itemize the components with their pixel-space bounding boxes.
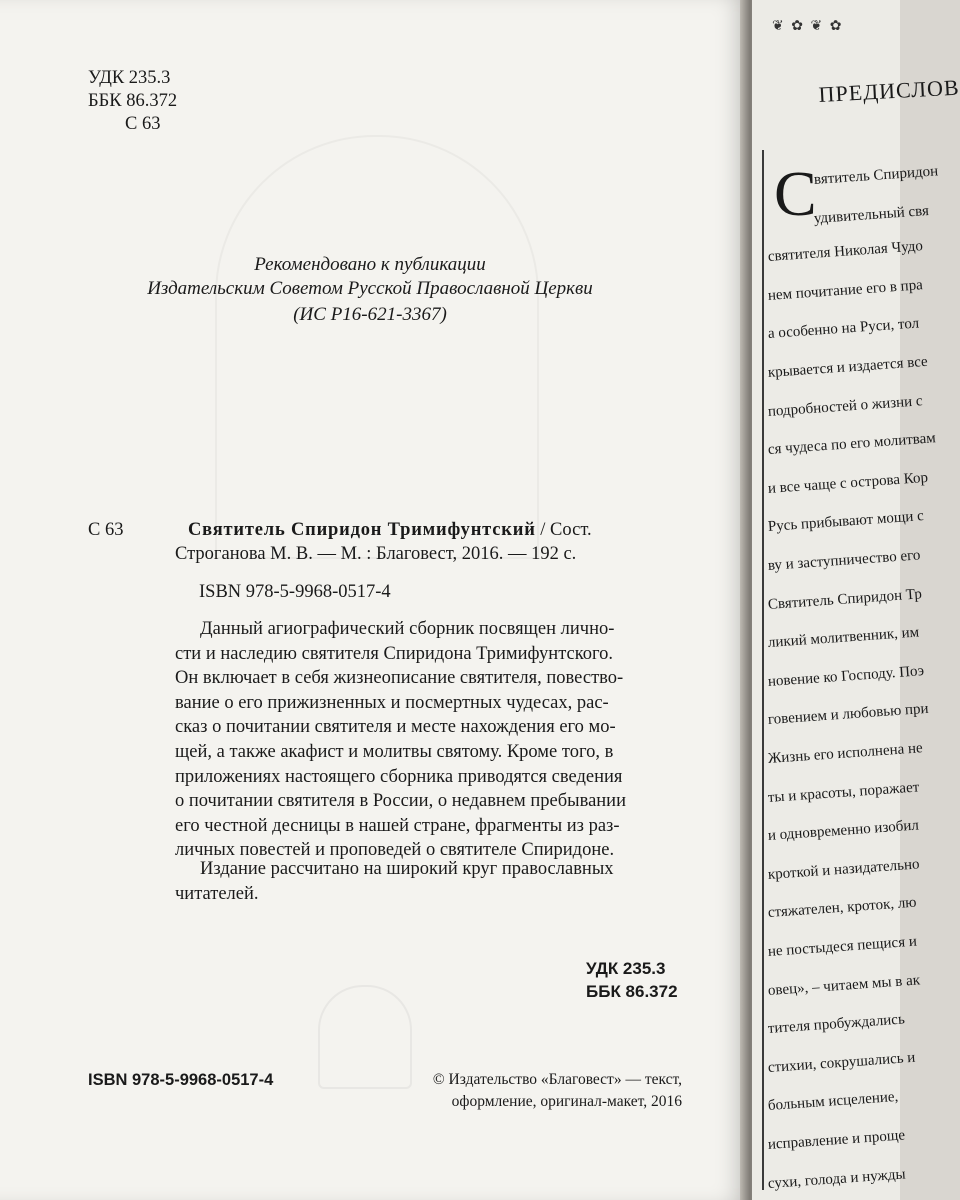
book-title: Святитель Спиридон Тримифунтский bbox=[188, 520, 536, 540]
annotation-line: вание о его прижизненных и посмертных чудесах, рас- bbox=[175, 692, 609, 713]
annotation-line: Он включает в себя жизнеописание святителя, повество- bbox=[175, 668, 624, 689]
annotation-line: Издание рассчитано на широкий круг православных bbox=[200, 859, 614, 879]
show-through-bell bbox=[318, 985, 412, 1089]
copyright-line: © Издательство «Благовест» — текст, bbox=[432, 1071, 682, 1088]
preface-line: кроткой и назидательно bbox=[767, 856, 920, 883]
preface-line: ликий молитвенник, им bbox=[767, 624, 920, 652]
udk-code: УДК 235.3 bbox=[88, 68, 171, 88]
show-through-arch bbox=[215, 135, 539, 559]
preface-line: нем почитание его в пра bbox=[767, 276, 924, 304]
preface-line: а особенно на Руси, тол bbox=[767, 315, 920, 343]
recommendation-line: Издательским Советом Русской Православной Церкви bbox=[147, 278, 593, 299]
annotation-line: сти и наследию святителя Спиридона Тримифунтского. bbox=[175, 643, 614, 664]
annotation-paragraph bbox=[175, 617, 680, 863]
annotation-line: читателей. bbox=[175, 883, 259, 904]
preface-line: не постыдеся пещися и bbox=[767, 933, 918, 960]
preface-line: стяжателен, кроток, лю bbox=[767, 895, 918, 922]
bbk-code: ББК 86.372 bbox=[88, 91, 178, 111]
preface-line: ты и красоты, поражает bbox=[767, 779, 920, 806]
preface-line: новение ко Господу. Поэ bbox=[767, 662, 925, 690]
audience-paragraph bbox=[175, 857, 680, 906]
ornament-icon: ❦ ✿ ❦ ✿ bbox=[772, 19, 844, 34]
annotation-line: Данный агиографический сборник посвящен лично- bbox=[200, 619, 615, 639]
entry-title-line bbox=[188, 518, 676, 542]
preface-line: удивительный свя bbox=[813, 202, 930, 227]
annotation-line: о почитании святителя в России, о недавнем пребывании bbox=[175, 791, 626, 812]
preface-line: больным исцеление, bbox=[767, 1089, 899, 1115]
author-mark: С 63 bbox=[125, 114, 161, 134]
ornamental-frame bbox=[762, 150, 764, 1190]
preface-line: овец», – читаем мы в ак bbox=[767, 971, 921, 999]
preface-line: подробностей о жизни с bbox=[767, 392, 924, 420]
entry-isbn: ISBN 978-5-9968-0517-4 bbox=[199, 582, 391, 602]
recommendation-line: Рекомендовано к публикации bbox=[254, 254, 486, 275]
preface-line: святителя Николая Чудо bbox=[767, 238, 924, 266]
title-rest: / Сост. bbox=[535, 520, 592, 540]
preface-line: тителя пробуждались bbox=[767, 1011, 906, 1038]
copyright-line: оформление, оригинал-макет, 2016 bbox=[451, 1093, 682, 1110]
preface-line: вятитель Спиридон bbox=[813, 163, 939, 188]
drop-cap: С bbox=[774, 158, 817, 229]
preface-line: ву и заступничество его bbox=[767, 547, 921, 574]
entry-author-mark: С 63 bbox=[88, 520, 124, 540]
preface-line: Жизнь его исполнена не bbox=[767, 740, 924, 767]
footer-bbk: ББК 86.372 bbox=[586, 982, 678, 1001]
annotation-line: приложениях настоящего сборника приводятся сведения bbox=[175, 766, 623, 787]
preface-line: Русь прибывают мощи с bbox=[767, 508, 925, 536]
preface-line: стихии, сокрушались и bbox=[767, 1049, 916, 1076]
preface-line: сухи, голода и нужды bbox=[767, 1165, 907, 1192]
preface-line: Святитель Спиридон Тр bbox=[767, 585, 923, 613]
annotation-line: сказ о почитании святителя и месте нахождения его мо- bbox=[175, 717, 616, 738]
right-page bbox=[752, 0, 960, 1200]
recommendation-code: (ИС Р16-621-3367) bbox=[293, 304, 447, 325]
preface-heading: ПРЕДИСЛОВ bbox=[818, 74, 960, 107]
footer-isbn: ISBN 978-5-9968-0517-4 bbox=[88, 1071, 274, 1089]
annotation-line: личных повестей и проповедей о святителе Спиридоне. bbox=[175, 840, 615, 861]
preface-line: ся чудеса по его молитвам bbox=[767, 430, 937, 459]
preface-line: крывается и издается все bbox=[767, 353, 929, 381]
preface-line: и все чаще с острова Кор bbox=[767, 469, 929, 497]
entry-publication-info: Строганова М. В. — М. : Благовест, 2016. — 192 с. bbox=[175, 544, 577, 564]
annotation-line: его честной десницы в нашей стране, фрагменты из раз- bbox=[175, 815, 620, 836]
annotation-line: щей, а также акафист и молитвы святому. Кроме того, в bbox=[175, 741, 614, 762]
preface-line: исправление и проще bbox=[767, 1127, 906, 1153]
preface-line: говением и любовью при bbox=[767, 701, 930, 729]
preface-line: и одновременно изобил bbox=[767, 817, 920, 845]
footer-udk: УДК 235.3 bbox=[586, 959, 666, 978]
